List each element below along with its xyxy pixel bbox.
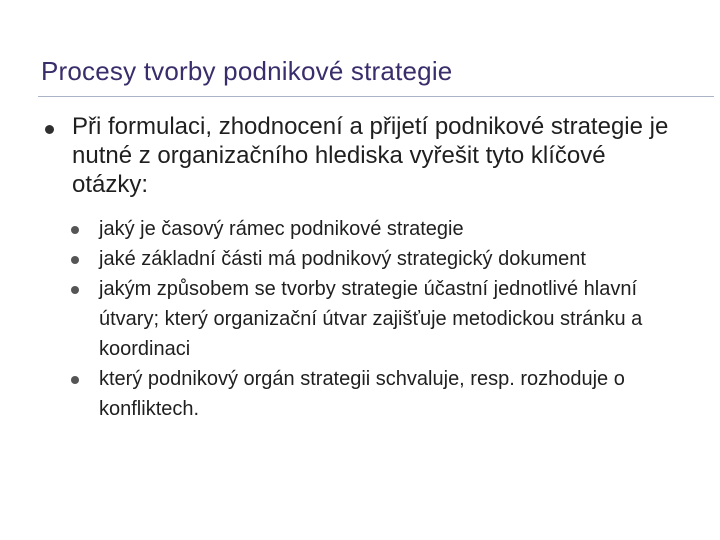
sub-bullet-text: jakým způsobem se tvorby strategie účastní jednotlivé hlavní útvary; který organizační útvar zajišťuje metodickou stránku a koordinaci xyxy=(99,278,643,360)
sub-bullet-item xyxy=(71,274,671,364)
bullet-dot-icon xyxy=(71,376,79,384)
sub-bullet-list xyxy=(71,214,671,424)
main-bullet-text: Při formulaci, zhodnocení a přijetí podnikové strategie je nutné z organizačního hlediska vyřešit tyto klíčové otázky: xyxy=(72,113,669,198)
sub-bullet-item xyxy=(71,364,671,424)
bullet-dot-icon xyxy=(71,256,79,264)
bullet-dot-icon xyxy=(71,286,79,294)
title-divider xyxy=(38,96,714,97)
sub-bullet-text: jaký je časový rámec podnikové strategie xyxy=(99,218,464,240)
sub-bullet-item xyxy=(71,214,671,244)
sub-bullet-item xyxy=(71,244,671,274)
bullet-dot-icon xyxy=(71,226,79,234)
sub-bullet-text: který podnikový orgán strategii schvaluje, resp. rozhoduje o konfliktech. xyxy=(99,368,625,420)
bullet-dot-icon xyxy=(45,125,54,134)
slide-title: Procesy tvorby podnikové strategie xyxy=(41,56,453,86)
sub-bullet-text: jaké základní části má podnikový strategický dokument xyxy=(99,248,586,270)
main-bullet-point xyxy=(45,112,685,199)
